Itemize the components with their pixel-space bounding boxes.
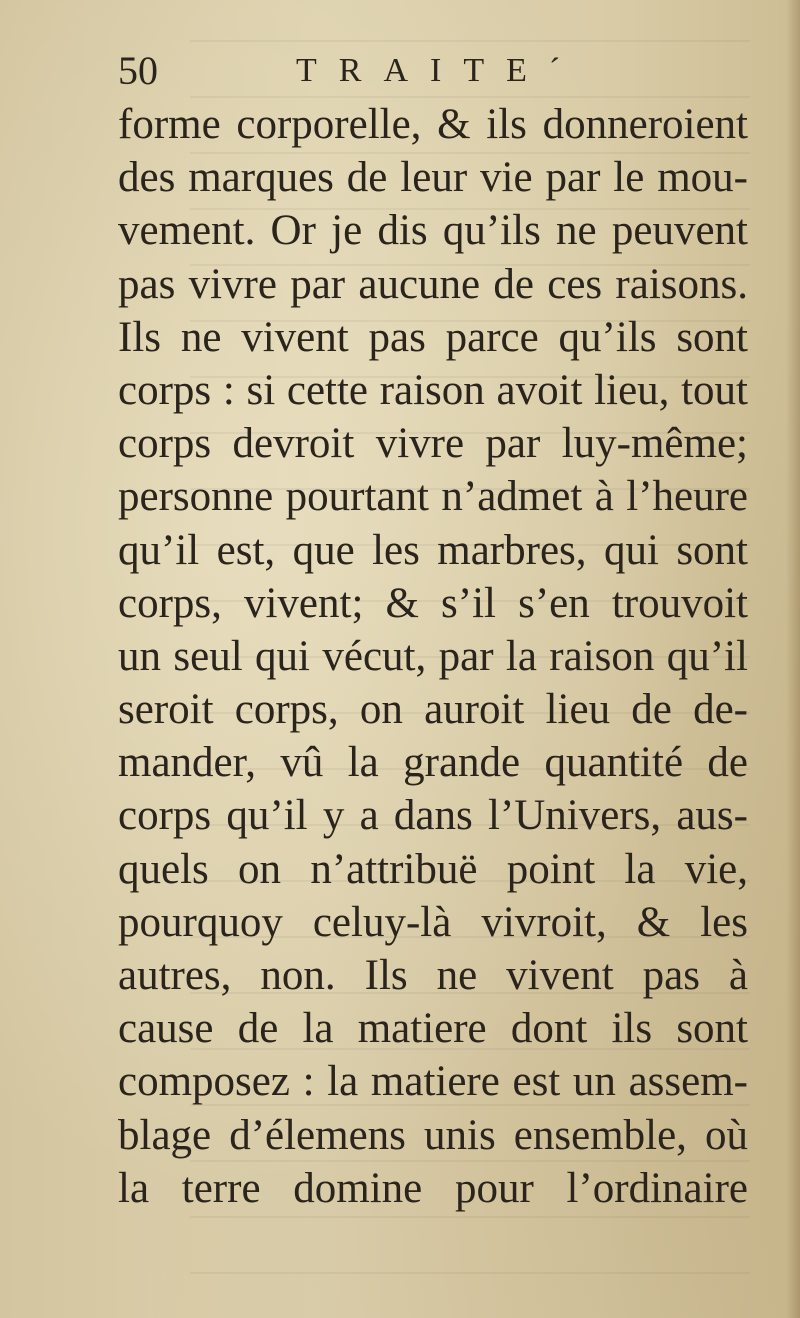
text-line: des marques de leur vie par le mou- — [118, 154, 748, 202]
text-line: vement. Or je dis qu’ils ne peuvent — [118, 207, 748, 255]
text-line: un seul qui vécut, par la raison qu’il — [118, 632, 748, 680]
text-line: blage d’élemens unis ensemble, où — [118, 1111, 748, 1159]
text-line: qu’il est, que les marbres, qui sont — [118, 526, 748, 574]
text-line: Ils ne vivent pas parce qu’ils sont — [118, 313, 748, 361]
text-line: corps : si cette raison avoit lieu, tout — [118, 366, 748, 414]
text-line: forme corporelle, & ils donneroient — [118, 101, 748, 148]
text-line: la terre domine pour l’ordinaire — [118, 1164, 748, 1212]
text-line: personne pourtant n’admet à l’heure — [118, 473, 748, 521]
text-line: corps, vivent; & s’il s’en trouvoit — [118, 579, 748, 627]
page-number: 50 — [118, 48, 158, 93]
text-line: mander, vû la grande quantité de — [118, 739, 748, 787]
text-line: corps devroit vivre par luy-même; — [118, 420, 748, 468]
running-title: TRAITE´ — [296, 52, 583, 89]
body-text — [118, 98, 748, 1215]
text-line: quels on n’attribuë point la vie, — [118, 845, 748, 893]
text-line: cause de la matiere dont ils sont — [118, 1005, 748, 1053]
text-line: pourquoy celuy-là vivroit, & les — [118, 898, 748, 946]
text-line: autres, non. Ils ne vivent pas à — [118, 952, 748, 999]
text-line: seroit corps, on auroit lieu de de- — [118, 686, 748, 734]
page-edge-shadow — [786, 0, 800, 1318]
text-line: composez : la matiere est un assem- — [118, 1058, 748, 1106]
text-line: pas vivre par aucune de ces raisons. — [118, 260, 748, 308]
text-line: corps qu’il y a dans l’Univers, aus- — [118, 792, 748, 840]
running-head — [118, 46, 758, 96]
